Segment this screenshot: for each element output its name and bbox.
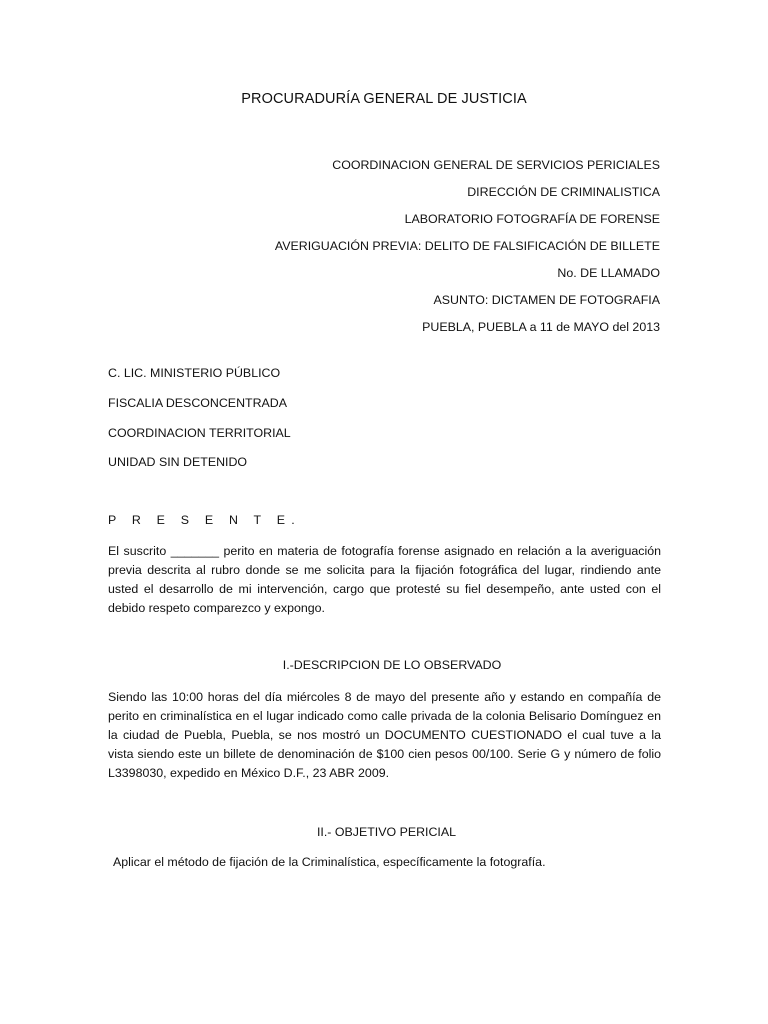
- recipient-line-coordinacion: COORDINACION TERRITORIAL: [108, 425, 291, 440]
- recipient-block: [108, 364, 291, 483]
- header-line-fecha: PUEBLA, PUEBLA a 11 de MAYO del 2013: [422, 320, 660, 334]
- recipient-line-fiscalia: FISCALIA DESCONCENTRADA: [108, 395, 288, 410]
- section2-heading-text: II.- OBJETIVO PERICIAL: [316, 825, 457, 839]
- section1-heading: [0, 658, 768, 672]
- header-line-laboratorio: LABORATORIO FOTOGRAFÍA DE FORENSE: [404, 212, 660, 226]
- recipient-line-ministerio: C. LIC. MINISTERIO PÚBLICO: [108, 366, 281, 380]
- header-line-averiguacion: AVERIGUACIÓN PREVIA: DELITO DE FALSIFICACIÓN DE BILLETE: [274, 239, 660, 253]
- header-line-direccion: DIRECCIÓN DE CRIMINALISTICA: [467, 185, 660, 199]
- section2-text: Aplicar el método de fijación de la Criminalística, específicamente la fotografía.: [113, 855, 546, 869]
- document-title: [0, 91, 768, 107]
- presente-salutation: P R E S E N T E.: [108, 513, 301, 527]
- document-title-text: PROCURADURÍA GENERAL DE JUSTICIA: [241, 91, 527, 107]
- header-line-llamado: No. DE LLAMADO: [557, 266, 660, 280]
- intro-paragraph: El suscrito _______ perito en materia de fotografía forense asignado en relación a la averiguación previa descrita al rubro donde se me solicita para la fijación fotográfica del lugar, rindiendo ante usted el desarrollo de mi intervención, cargo que protesté su fiel desempeño, ante usted con el debido respeto comparezco y expongo.: [108, 544, 661, 615]
- header-line-asunto: ASUNTO: DICTAMEN DE FOTOGRAFIA: [433, 293, 660, 307]
- header-block: [275, 156, 660, 345]
- section1-heading-text: I.-DESCRIPCION DE LO OBSERVADO: [282, 658, 502, 672]
- recipient-line-unidad: UNIDAD SIN DETENIDO: [108, 455, 248, 470]
- section1-paragraph: Siendo las 10:00 horas del día miércoles 8 de mayo del presente año y estando en compañía de perito en criminalística en el lugar indicado como calle privada de la colonia Belisario Domínguez en la ciudad de Puebla, Puebla, se nos mostró un DOCUMENTO CUESTIONADO el cual tuve a la vista siendo este un billete de denominación de $100 cien pesos 00/100. Serie G y número de folio L3398030, expedido en México D.F., 23 ABR 2009.: [108, 690, 661, 780]
- section2-heading: [0, 825, 768, 839]
- header-line-coordinacion: COORDINACION GENERAL DE SERVICIOS PERICIALES: [332, 158, 660, 172]
